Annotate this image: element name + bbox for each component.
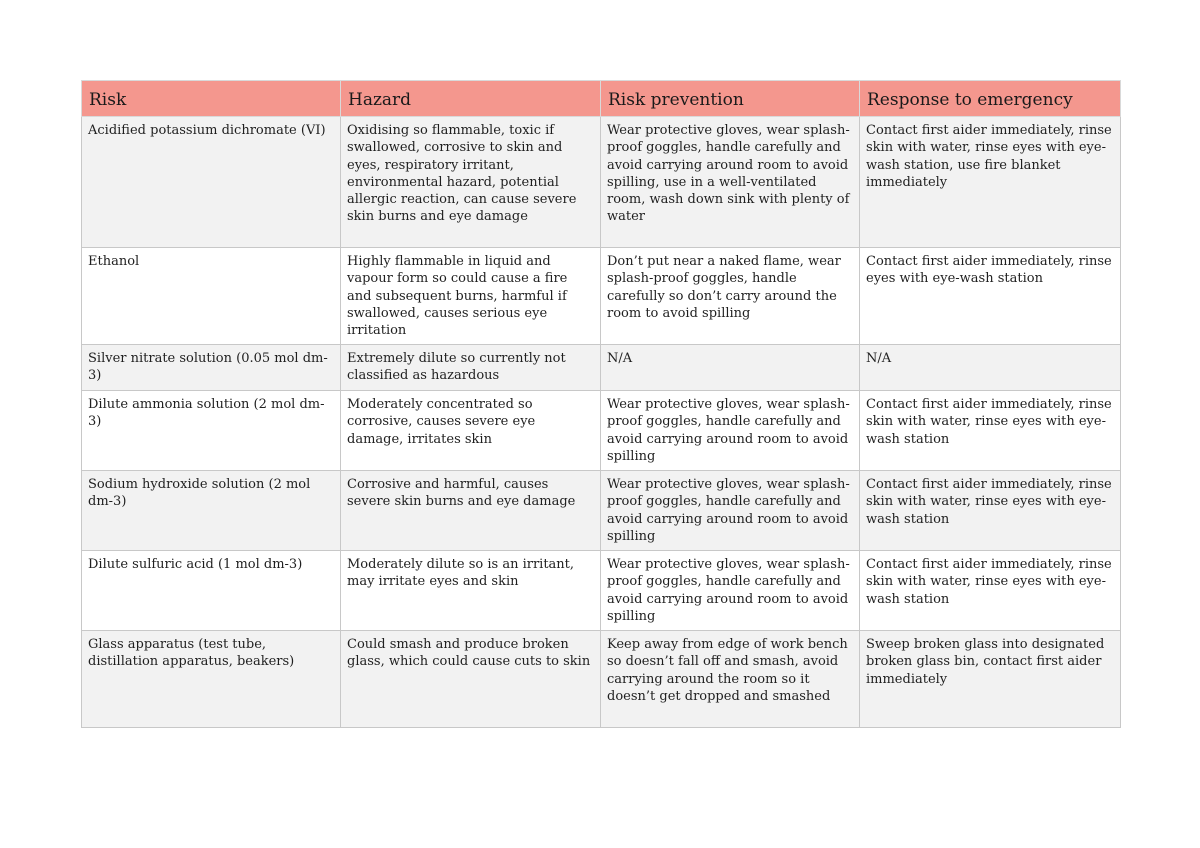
cell-hazard: Moderately concentrated so corrosive, causes severe eye damage, irritates skin — [341, 391, 601, 471]
header-hazard: Hazard — [341, 81, 601, 117]
cell-risk: Silver nitrate solution (0.05 mol dm-3) — [82, 345, 341, 391]
cell-hazard: Oxidising so flammable, toxic if swallowed, corrosive to skin and eyes, respiratory irritant, environmental hazard, potential allergic reaction, can cause severe skin burns and eye damage — [341, 117, 601, 248]
cell-prevention: Wear protective gloves, wear splash-proof goggles, handle carefully and avoid carrying around room to avoid spilling — [601, 471, 860, 551]
cell-prevention: Don’t put near a naked flame, wear splash-proof goggles, handle carefully so don’t carry around the room to avoid spilling — [601, 248, 860, 345]
cell-risk: Dilute ammonia solution (2 mol dm-3) — [82, 391, 341, 471]
cell-hazard: Extremely dilute so currently not classified as hazardous — [341, 345, 601, 391]
table-row — [82, 471, 1121, 551]
cell-prevention: Wear protective gloves, wear splash-proof goggles, handle carefully and avoid carrying around room to avoid spilling — [601, 391, 860, 471]
cell-response: Contact first aider immediately, rinse skin with water, rinse eyes with eye-wash station, use fire blanket immediately — [860, 117, 1121, 248]
table-row — [82, 631, 1121, 728]
cell-response: Contact first aider immediately, rinse skin with water, rinse eyes with eye-wash station — [860, 471, 1121, 551]
cell-response: Sweep broken glass into designated broken glass bin, contact first aider immediately — [860, 631, 1121, 728]
cell-prevention: N/A — [601, 345, 860, 391]
table-row — [82, 345, 1121, 391]
table-row — [82, 391, 1121, 471]
header-risk-prevention: Risk prevention — [601, 81, 860, 117]
cell-hazard: Corrosive and harmful, causes severe skin burns and eye damage — [341, 471, 601, 551]
cell-response: Contact first aider immediately, rinse skin with water, rinse eyes with eye-wash station — [860, 551, 1121, 631]
cell-response: Contact first aider immediately, rinse eyes with eye-wash station — [860, 248, 1121, 345]
risk-assessment-table — [81, 80, 1121, 728]
cell-prevention: Keep away from edge of work bench so doesn’t fall off and smash, avoid carrying around the room so it doesn’t get dropped and smashed — [601, 631, 860, 728]
table-row — [82, 551, 1121, 631]
table-row — [82, 117, 1121, 248]
table-row — [82, 248, 1121, 345]
cell-response: Contact first aider immediately, rinse skin with water, rinse eyes with eye-wash station — [860, 391, 1121, 471]
cell-risk: Sodium hydroxide solution (2 mol dm-3) — [82, 471, 341, 551]
cell-prevention: Wear protective gloves, wear splash-proof goggles, handle carefully and avoid carrying around room to avoid spilling, use in a well-ventilated room, wash down sink with plenty of water — [601, 117, 860, 248]
cell-risk: Glass apparatus (test tube, distillation apparatus, beakers) — [82, 631, 341, 728]
cell-prevention: Wear protective gloves, wear splash-proof goggles, handle carefully and avoid carrying around room to avoid spilling — [601, 551, 860, 631]
cell-risk: Dilute sulfuric acid (1 mol dm-3) — [82, 551, 341, 631]
cell-response: N/A — [860, 345, 1121, 391]
cell-hazard: Highly flammable in liquid and vapour form so could cause a fire and subsequent burns, harmful if swallowed, causes serious eye irritation — [341, 248, 601, 345]
cell-risk: Acidified potassium dichromate (VI) — [82, 117, 341, 248]
cell-hazard: Could smash and produce broken glass, which could cause cuts to skin — [341, 631, 601, 728]
header-response-to-emergency: Response to emergency — [860, 81, 1121, 117]
header-risk: Risk — [82, 81, 341, 117]
cell-hazard: Moderately dilute so is an irritant, may irritate eyes and skin — [341, 551, 601, 631]
table-header-row — [82, 81, 1121, 117]
cell-risk: Ethanol — [82, 248, 341, 345]
